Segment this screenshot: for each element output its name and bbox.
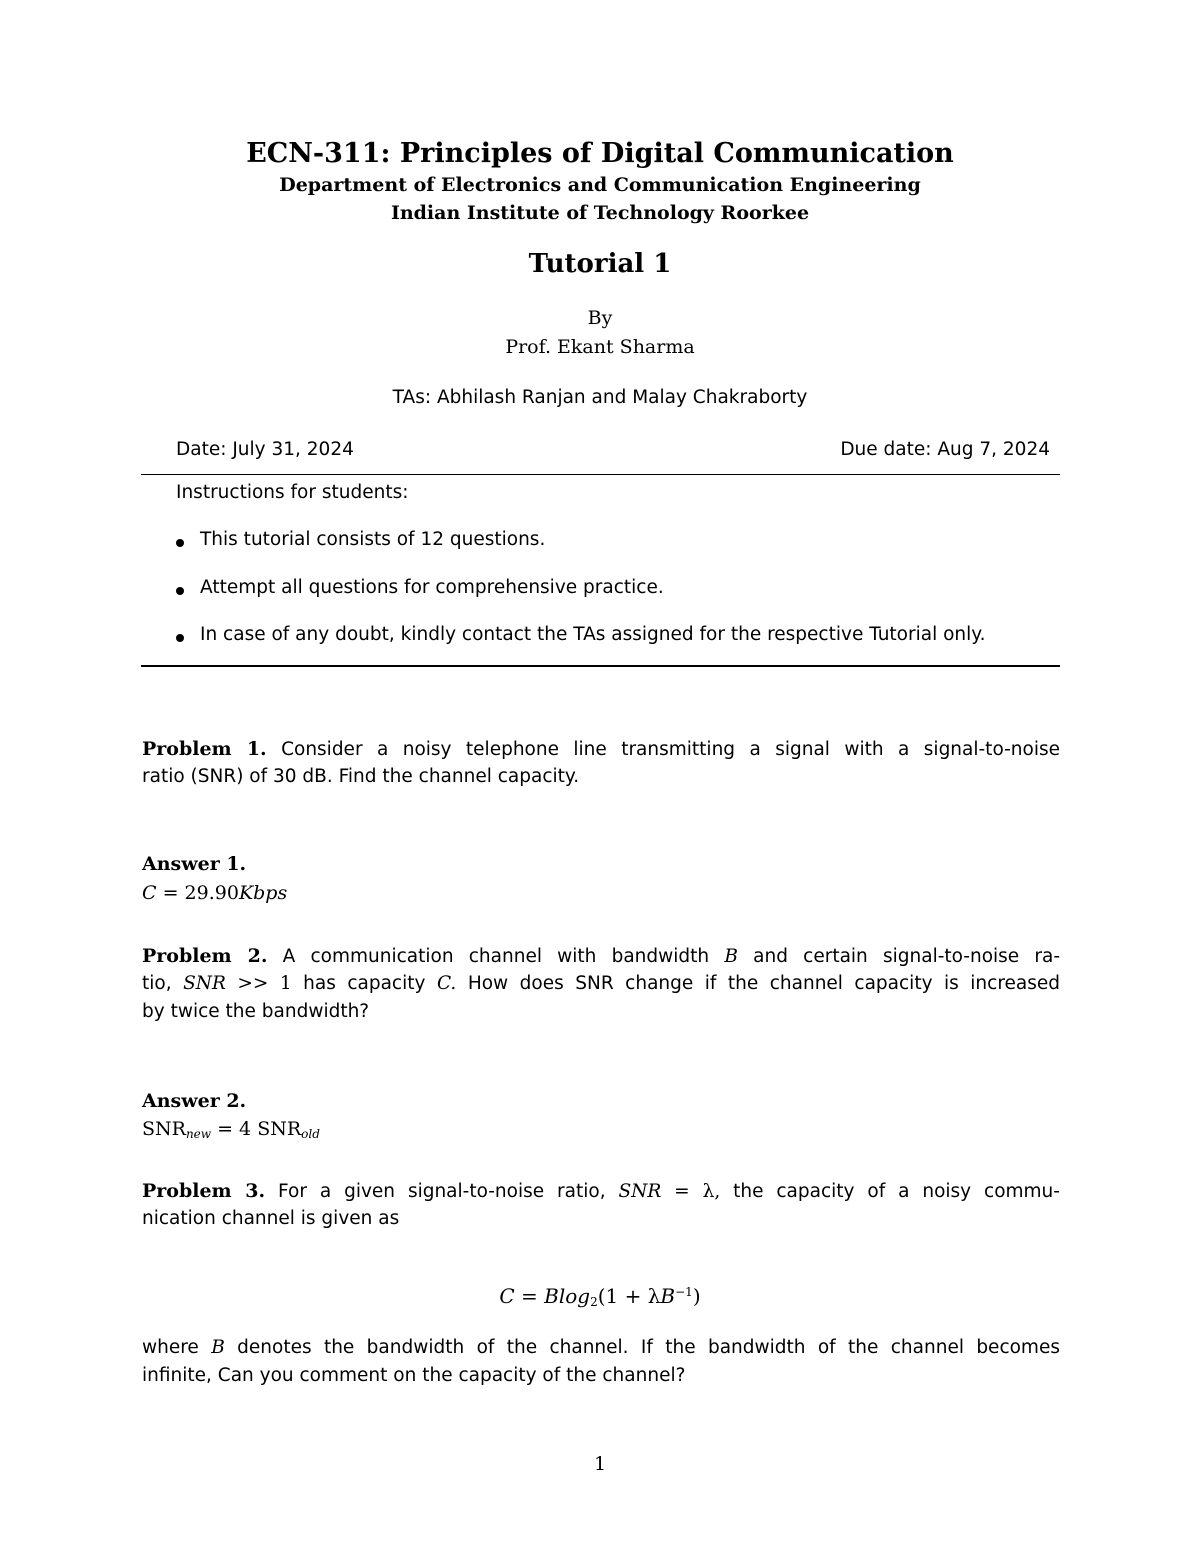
problem-3: Problem 3. For a given signal-to-noise ratio, SNR = λ, the capacity of a noisy commu- nication channel is given as xyxy=(142,1177,1060,1233)
answer-1-value: C = 29.90Kbps xyxy=(142,882,288,904)
answer-2-value: $SNR_{new} = 4$ $SNR_{old}$ xyxy=(142,1118,320,1141)
bullet-icon xyxy=(176,539,184,547)
teaching-assistants: TAs: Abhilash Ranjan and Malay Chakraborty xyxy=(392,387,808,408)
answer-2-label: Answer 2. xyxy=(142,1090,247,1112)
instructions-divider xyxy=(141,665,1060,667)
problem-3-continued: where B denotes the bandwidth of the channel. If the bandwidth of the channel becomes infinite, Can you comment on the capacity of the channel? xyxy=(142,1334,1060,1390)
problem-3-text-line-4: infinite, Can you comment on the capacity of the channel? xyxy=(142,1365,686,1386)
due-date: Due date: Aug 7, 2024 xyxy=(840,439,1050,460)
problem-2: Problem 2. A communication channel with bandwidth B and certain signal-to-noise ra- tio, SNR >> 1 has capacity C. How does SNR change if the channel capacity is increased by twice the bandwidth? xyxy=(142,942,1060,1026)
instruction-text: This tutorial consists of 12 questions. xyxy=(200,529,546,550)
by-label: By xyxy=(587,307,613,329)
page-number: 1 xyxy=(593,1453,607,1475)
problem-3-label: Problem 3. xyxy=(142,1180,266,1202)
problem-3-text-line-2: nication channel is given as xyxy=(142,1208,400,1229)
bullet-icon xyxy=(176,634,184,642)
department-name: Department of Electronics and Communication Engineering xyxy=(279,174,921,196)
course-title: ECN-311: Principles of Digital Communication xyxy=(246,138,954,169)
instruction-text: In case of any doubt, kindly contact the TAs assigned for the respective Tutorial only. xyxy=(200,624,986,645)
instruction-text: Attempt all questions for comprehensive practice. xyxy=(200,577,664,598)
problem-1-text-line-2: ratio (SNR) of 30 dB. Find the channel capacity. xyxy=(142,766,580,787)
tutorial-title: Tutorial 1 xyxy=(528,249,672,279)
problem-1-text-line-1: Consider a noisy telephone line transmitting a signal with a signal-to-noise xyxy=(281,739,1060,760)
institute-name: Indian Institute of Technology Roorkee xyxy=(390,202,810,224)
issue-date: Date: July 31, 2024 xyxy=(176,439,354,460)
problem-1-label: Problem 1. xyxy=(142,738,267,760)
bullet-icon xyxy=(176,587,184,595)
capacity-equation: $C = Blog_2(1 + \lambda B^{-1})$ xyxy=(499,1284,701,1309)
answer-1-label: Answer 1. xyxy=(142,853,247,875)
instructions-heading: Instructions for students: xyxy=(176,482,409,503)
problem-2-text-line-3: by twice the bandwidth? xyxy=(142,1001,370,1022)
problem-2-label: Problem 2. xyxy=(142,945,268,967)
professor-name: Prof. Ekant Sharma xyxy=(505,336,695,358)
problem-1 xyxy=(142,735,1060,791)
header-divider xyxy=(141,474,1060,475)
